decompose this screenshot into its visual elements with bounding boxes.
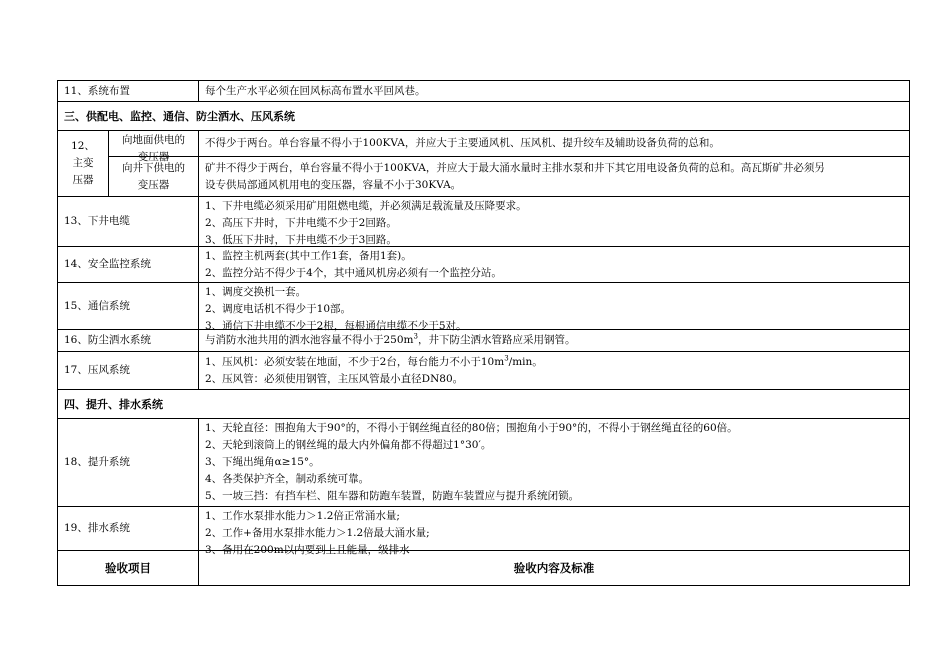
table-row [58,197,910,247]
section-heading-row [58,102,910,131]
row-14-content: 1、监控主机两套(其中工作1套，备用1套)。 2、监控分站不得少于4个，其中通风机房必须有一个监控分站。 [199,247,910,283]
table-row [58,81,910,102]
table-row [58,247,910,283]
table-row [58,283,910,330]
table-row [58,352,910,390]
row-16-item: 16、防尘洒水系统 [58,330,199,352]
row-19-content: 1、工作水泵排水能力＞1.2倍正常涌水量; 2、工作+备用水泵排水能力＞1.2倍最大涌水量; 3、备用在200m以内要到上且能量，级排水 [199,507,910,551]
row-14-item: 14、安全监控系统 [58,247,199,283]
row-16-content: 与消防水池共用的洒水池容量不得小于$250m^3$，井下防尘洒水管路应采用钢管。 [199,330,910,352]
row-12-sub2-content: 矿井不得少于两台，单台容量不得小于100KVA，并应大于最大涌水量时主排水泵和井下其它用电设备负荷的总和。高瓦斯矿井必须另 设专供局部通风机用电的变压器，容量不小于30KVA。 [199,157,910,197]
row-13-content: 1、下井电缆必须采用矿用阻燃电缆，并必须满足载流量及压降要求。 2、高压下井时，下井电缆不少于2回路。 3、低压下井时，下井电缆不少于3回路。 [199,197,910,247]
acceptance-table [57,80,910,586]
row-12-sub1-label: 向地面供电的 变压器 [109,131,199,157]
section-3-heading: 三、供配电、监控、通信、防尘洒水、压风系统 [58,102,910,131]
row-15-content: 1、调度交换机一套。 2、调度电话机不得少于10部。 3、通信下井电缆不少于2根，每根通信电缆不少于5对。 [199,283,910,330]
row-18-content: 1、天轮直径：围抱角大于90°的，不得小于钢丝绳直径的80倍；围抱角小于90°的，不得小于钢丝绳直径的60倍。 2、天轮到滚筒上的钢丝绳的最大内外偏角都不得超过1°30′。 3、下绳出绳角α≥15°。 4、各类保护齐全，制动系统可靠。 5、一坡三挡：有挡车栏、阻车器和防跑车装置，防跑车装置应与提升系统闭锁。 [199,419,910,507]
section-4-heading: 四、提升、排水系统 [58,390,910,419]
row-18-item: 18、提升系统 [58,419,199,507]
row-13-item: 13、下井电缆 [58,197,199,247]
row-11-item: 11、系统布置 [58,81,199,102]
row-12-sub2-label: 向井下供电的 变压器 [109,157,199,197]
row-15-item: 15、通信系统 [58,283,199,330]
footer-col-item: 验收项目 [58,551,199,586]
footer-col-content: 验收内容及标准 [199,551,910,586]
row-19-item: 19、排水系统 [58,507,199,551]
row-12-group-label: 12、 主变 压器 [58,131,109,197]
row-11-content: 每个生产水平必须在回风标高布置水平回风巷。 [199,81,910,102]
row-12-sub1-content: 不得少于两台。单台容量不得小于100KVA，并应大于主要通风机、压风机、提升绞车及辅助设备负荷的总和。 [199,131,910,157]
table-row [58,419,910,507]
table-row [58,131,910,157]
section-heading-row [58,390,910,419]
row-17-content: 1、压风机：必须安装在地面，不少于2台，每台能力不小于$10m^3/\min$。 2、压风管：必须使用钢管，主压风管最小直径DN80。 [199,352,910,390]
table-row [58,507,910,551]
row-17-item: 17、压风系统 [58,352,199,390]
